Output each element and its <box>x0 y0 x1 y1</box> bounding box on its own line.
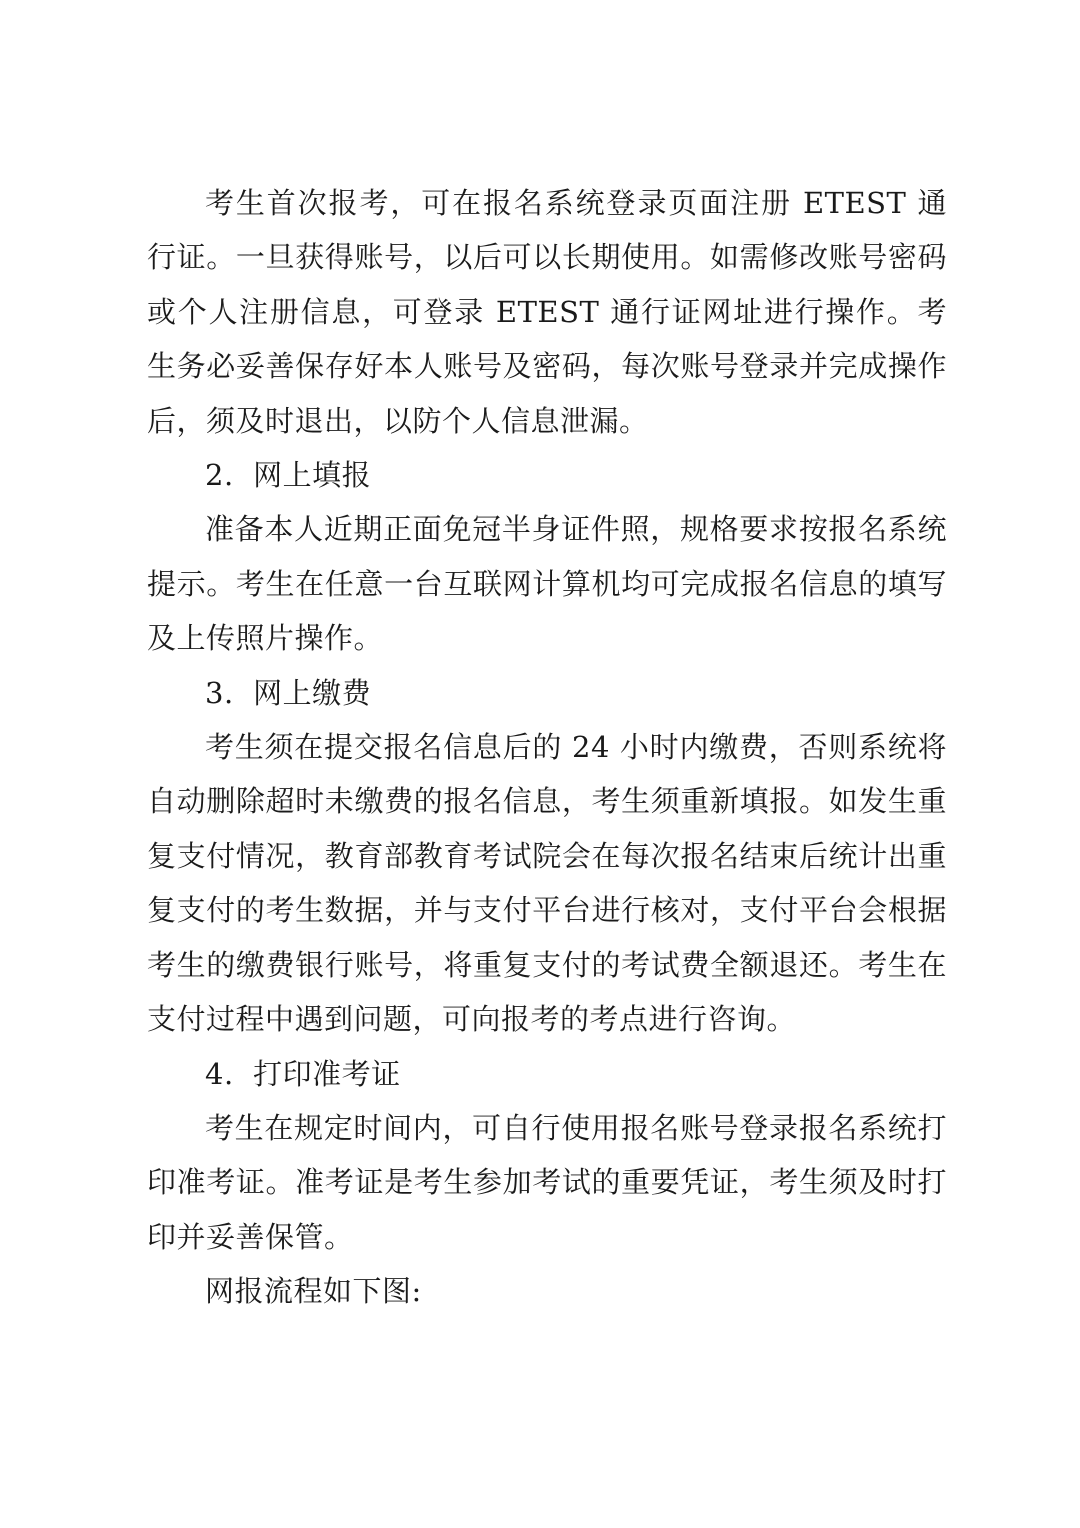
paragraph-registration-account: 考生首次报考，可在报名系统登录页面注册 ETEST 通行证。一旦获得账号，以后可以长期使用。如需修改账号密码或个人注册信息，可登录 ETEST 通行证网址进行操作。考生务必妥善保存好本人账号及密码，每次账号登录并完成操作后，须及时退出，以防个人信息泄漏。 <box>147 186 947 438</box>
heading-online-filling: 2. 网上填报 <box>205 458 372 493</box>
paragraph-flowchart-intro: 网报流程如下图: <box>205 1274 422 1309</box>
paragraph-online-payment: 考生须在提交报名信息后的 24 小时内缴费，否则系统将自动删除超时未缴费的报名信息，考生须重新填报。如发生重复支付情况，教育部教育考试院会在每次报名结束后统计出重复支付的考生数据，并与支付平台进行核对，支付平台会根据考生的缴费银行账号，将重复支付的考试费全额退还。考生在支付过程中遇到问题，可向报考的考点进行咨询。 <box>147 730 947 1037</box>
heading-print-admission-ticket: 4. 打印准考证 <box>205 1056 401 1091</box>
paragraph-print-admission-ticket: 考生在规定时间内，可自行使用报名账号登录报名系统打印准考证。准考证是考生参加考试的重要凭证，考生须及时打印并妥善保管。 <box>147 1110 947 1254</box>
paragraph-online-filling: 准备本人近期正面免冠半身证件照，规格要求按报名系统提示。考生在任意一台互联网计算机均可完成报名信息的填写及上传照片操作。 <box>147 512 947 656</box>
document-body <box>147 176 947 1319</box>
heading-online-payment: 3. 网上缴费 <box>205 675 372 710</box>
